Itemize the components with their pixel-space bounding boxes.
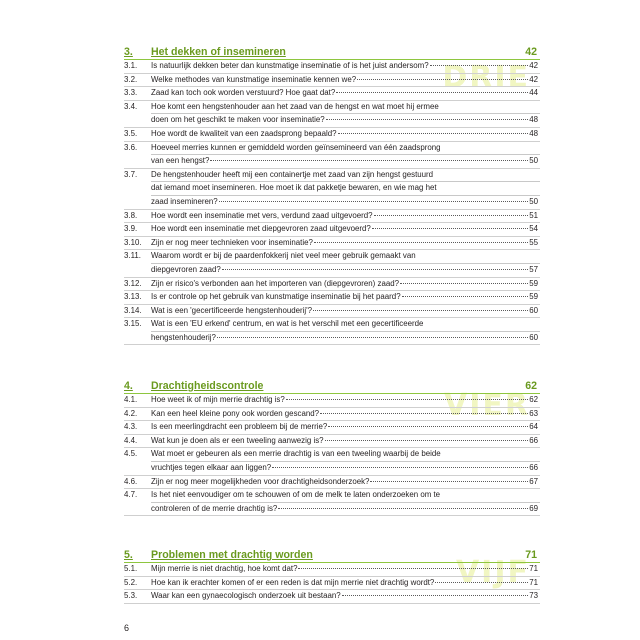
entry-number: 3.12.	[124, 278, 142, 288]
toc-entry[interactable]	[124, 394, 540, 407]
toc-entry[interactable]	[124, 448, 540, 474]
entry-text: controleren of de merrie drachtig is?	[151, 503, 278, 513]
entry-text: Is natuurlijk dekken beter dan kunstmatige inseminatie of is het juist andersom?	[151, 61, 429, 70]
entry-page-number: 50	[529, 156, 538, 166]
entry-page-number: 42	[529, 61, 538, 70]
entry-text: van een hengst?	[151, 156, 210, 166]
entry-page-number: 59	[529, 278, 538, 288]
toc-entry[interactable]	[124, 142, 540, 168]
entry-page-number: 57	[529, 264, 538, 274]
entry-number: 5.3.	[124, 591, 138, 601]
section-title: Drachtigheidscontrole	[151, 380, 264, 392]
entry-page-number: 64	[529, 422, 538, 432]
section-watermark: DRIE	[442, 60, 530, 95]
toc-entry[interactable]	[124, 237, 540, 250]
entry-page-number: 51	[529, 210, 538, 220]
entry-text: doen om het geschikt te maken voor inseminatie?	[151, 115, 325, 125]
dot-leader	[374, 215, 529, 216]
entry-page-number: 60	[529, 332, 538, 342]
entry-number: 3.2.	[124, 74, 138, 84]
section-page-number: 42	[525, 46, 537, 58]
toc-entry[interactable]	[124, 577, 540, 590]
dot-leader	[314, 242, 528, 243]
entry-page-number: 44	[529, 88, 538, 98]
toc-entry-list	[124, 394, 540, 516]
page-number: 6	[124, 623, 130, 633]
entry-text: Wat is een 'gecertificeerde hengstenhouderij'?	[151, 305, 313, 315]
toc-entry[interactable]	[124, 476, 540, 489]
entry-page-number: 66	[529, 462, 538, 472]
entry-number: 3.10.	[124, 237, 142, 247]
entry-text: Is het niet eenvoudiger om te schouwen of om de melk te laten onderzoeken om te	[151, 490, 441, 500]
entry-text: Is een meerlingdracht een probleem bij de merrie?	[151, 422, 328, 432]
entry-text: vruchtjes tegen elkaar aan liggen?	[151, 462, 272, 472]
dot-leader	[435, 582, 528, 583]
entry-text: De hengstenhouder heeft mij een containertje met zaad van zijn hengst gestuurd	[151, 169, 434, 179]
entry-text: hengstenhouderij?	[151, 332, 216, 342]
toc-entry[interactable]	[124, 278, 540, 291]
toc-entry[interactable]	[124, 169, 540, 209]
toc-entry[interactable]	[124, 128, 540, 141]
entry-page-number: 71	[529, 564, 538, 573]
toc-entry[interactable]	[124, 74, 540, 87]
toc-entry[interactable]	[124, 563, 540, 576]
dot-leader	[210, 160, 528, 161]
toc-section-5	[124, 548, 540, 604]
toc-entry-list	[124, 60, 540, 345]
toc-entry[interactable]	[124, 291, 540, 304]
entry-text: Hoeveel merries kunnen er gemiddeld worden geïnsemineerd van één zaadsprong	[151, 142, 441, 152]
toc-entry[interactable]	[124, 101, 540, 127]
entry-number: 3.8.	[124, 210, 138, 220]
dot-leader	[370, 481, 528, 482]
entry-divider	[124, 515, 540, 516]
entry-number: 3.3.	[124, 88, 138, 98]
toc-entry[interactable]	[124, 250, 540, 276]
entry-number: 3.6.	[124, 142, 138, 152]
entry-number: 4.4.	[124, 435, 138, 445]
entry-page-number: 71	[529, 577, 538, 587]
section-number: 3.	[124, 46, 133, 58]
entry-text: Hoe komt een hengstenhouder aan het zaad van de hengst en wat moet hij ermee	[151, 101, 439, 111]
entry-page-number: 63	[529, 408, 538, 418]
dot-leader	[278, 508, 528, 509]
dot-leader	[219, 201, 529, 202]
dot-leader	[336, 92, 528, 93]
entry-text: Hoe wordt de kwaliteit van een zaadsprong bepaald?	[151, 128, 337, 138]
section-heading[interactable]	[124, 45, 540, 60]
entry-divider	[124, 344, 540, 345]
entry-text: Zijn er risico's verbonden aan het importeren van (diepgevroren) zaad?	[151, 278, 400, 288]
dot-leader	[402, 296, 529, 297]
entry-number: 3.9.	[124, 224, 138, 234]
dot-leader	[430, 65, 529, 66]
toc-entry[interactable]	[124, 421, 540, 434]
dot-leader	[400, 283, 528, 284]
dot-leader	[222, 269, 528, 270]
section-title: Problemen met drachtig worden	[151, 549, 313, 561]
toc-entry[interactable]	[124, 87, 540, 100]
entry-text: Zijn er nog meer mogelijkheden voor drachtigheidsonderzoek?	[151, 476, 370, 486]
dot-leader	[325, 440, 529, 441]
toc-entry[interactable]	[124, 210, 540, 223]
entry-page-number: 48	[529, 115, 538, 125]
dot-leader	[313, 310, 528, 311]
toc-entry[interactable]	[124, 305, 540, 318]
entry-page-number: 60	[529, 305, 538, 315]
entry-number: 5.1.	[124, 564, 138, 573]
entry-text: Welke methodes van kunstmatige inseminatie kennen we?	[151, 74, 357, 84]
toc-section-3	[124, 45, 540, 345]
entry-number: 3.1.	[124, 61, 138, 70]
dot-leader	[320, 413, 528, 414]
entry-text: diepgevroren zaad?	[151, 264, 221, 274]
toc-entry[interactable]	[124, 318, 540, 344]
entry-text: Hoe wordt een inseminatie met vers, verdund zaad uitgevoerd?	[151, 210, 373, 220]
dot-leader	[272, 467, 528, 468]
entry-number: 5.2.	[124, 577, 138, 587]
entry-number: 4.1.	[124, 395, 138, 404]
toc-entry[interactable]	[124, 435, 540, 448]
entry-page-number: 62	[529, 395, 538, 404]
entry-text: zaad insemineren?	[151, 196, 218, 206]
entry-text: Zaad kan toch ook worden verstuurd? Hoe gaat dat?	[151, 88, 336, 98]
entry-number: 3.14.	[124, 305, 142, 315]
toc-entry[interactable]	[124, 60, 540, 73]
section-number: 5.	[124, 549, 133, 561]
entry-page-number: 50	[529, 196, 538, 206]
entry-divider	[124, 603, 540, 604]
entry-number: 3.5.	[124, 128, 138, 138]
entry-text: Hoe weet ik of mijn merrie drachtig is?	[151, 395, 285, 404]
entry-page-number: 48	[529, 128, 538, 138]
dot-leader	[342, 595, 529, 596]
dot-leader	[298, 568, 528, 569]
entry-page-number: 73	[529, 591, 538, 601]
entry-text: Hoe wordt een inseminatie met diepgevroren zaad uitgevoerd?	[151, 224, 371, 234]
dot-leader	[372, 228, 528, 229]
toc-entry[interactable]	[124, 408, 540, 421]
entry-page-number: 59	[529, 292, 538, 302]
entry-page-number: 54	[529, 224, 538, 234]
entry-number: 4.3.	[124, 422, 138, 432]
entry-page-number: 69	[529, 503, 538, 513]
section-number: 4.	[124, 380, 133, 392]
entry-text: Wat kun je doen als er een tweeling aanwezig is?	[151, 435, 324, 445]
entry-text: Hoe kan ik erachter komen of er een reden is dat mijn merrie niet drachtig wordt?	[151, 577, 435, 587]
dot-leader	[357, 79, 528, 80]
dot-leader	[286, 399, 528, 400]
toc-entry[interactable]	[124, 489, 540, 515]
section-title: Het dekken of insemineren	[151, 46, 286, 58]
entry-text: Kan een heel kleine pony ook worden gescand?	[151, 408, 320, 418]
entry-text: Waar kan een gynaecologisch onderzoek uit bestaan?	[151, 591, 341, 601]
toc-entry[interactable]	[124, 590, 540, 603]
section-page-number: 62	[525, 380, 537, 392]
entry-page-number: 55	[529, 237, 538, 247]
entry-text: Mijn merrie is niet drachtig, hoe komt dat?	[151, 564, 298, 573]
toc-entry-list	[124, 563, 540, 604]
entry-number: 4.6.	[124, 476, 138, 486]
section-watermark: VIER	[444, 388, 530, 423]
entry-number: 3.4.	[124, 101, 138, 111]
section-heading[interactable]	[124, 548, 540, 563]
section-watermark: VIJF	[455, 555, 530, 590]
dot-leader	[326, 119, 529, 120]
entry-number: 4.5.	[124, 449, 138, 459]
entry-text: Waarom wordt er bij de paardenfokkerij niet veel meer gebruik gemaakt van	[151, 251, 416, 261]
toc-entry[interactable]	[124, 223, 540, 236]
entry-text: Zijn er nog meer technieken voor inseminatie?	[151, 237, 313, 247]
entry-number: 3.11.	[124, 251, 141, 261]
dot-leader	[328, 426, 528, 427]
section-heading[interactable]	[124, 379, 540, 394]
entry-text: Is er controle op het gebruik van kunstmatige inseminatie bij het paard?	[151, 292, 401, 302]
entry-page-number: 42	[529, 74, 538, 84]
entry-page-number: 66	[529, 435, 538, 445]
dot-leader	[217, 337, 528, 338]
section-page-number: 71	[525, 549, 537, 561]
entry-text: Wat moet er gebeuren als een merrie drachtig is van een tweeling waarbij de beide	[151, 449, 441, 459]
entry-number: 3.7.	[124, 169, 138, 179]
entry-number: 3.15.	[124, 319, 142, 329]
entry-number: 4.2.	[124, 408, 138, 418]
entry-text: dat iemand moet insemineren. Hoe moet ik dat pakketje bewaren, en wie mag het	[151, 183, 437, 193]
entry-page-number: 67	[529, 476, 538, 486]
entry-number: 3.13.	[124, 292, 142, 302]
entry-number: 4.7.	[124, 490, 138, 500]
dot-leader	[338, 133, 529, 134]
toc-section-4	[124, 379, 540, 516]
entry-text: Wat is een 'EU erkend' centrum, en wat is het verschil met een gecertificeerde	[151, 319, 424, 329]
